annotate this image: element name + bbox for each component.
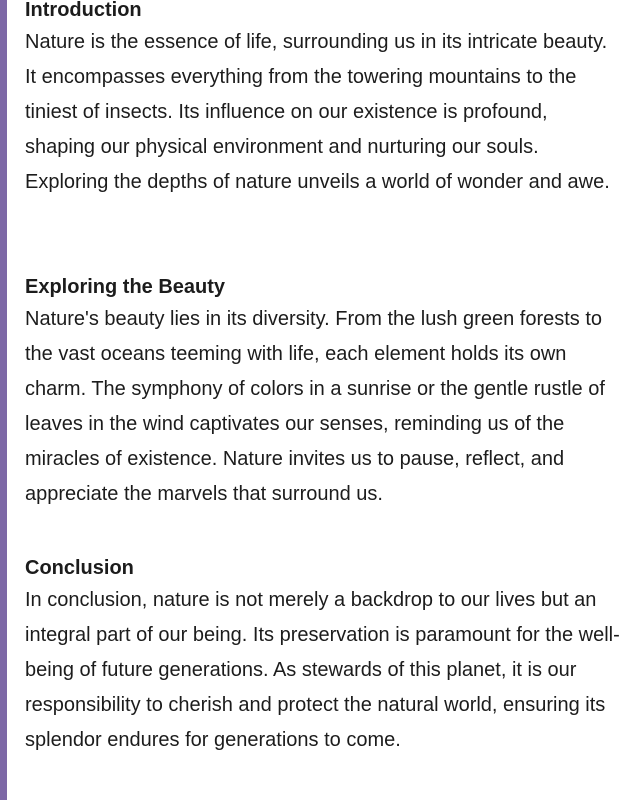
section-heading: Conclusion <box>25 557 134 579</box>
section-introduction <box>25 0 623 270</box>
section-paragraph: In conclusion, nature is not merely a backdrop to our lives but an integral part of our being. Its preservation is paramount for the well-being of future generations. As stewards of this planet, it is our responsibility to cherish and protect the natural world, ensuring its splendor endures for generations to come. <box>25 589 620 751</box>
section-exploring-the-beauty <box>25 272 623 552</box>
section-heading: Introduction <box>25 0 142 21</box>
section-paragraph: Nature is the essence of life, surrounding us in its intricate beauty. It encompasses everything from the towering mountains to the tiniest of insects. Its influence on our existence is profound, shaping our physical environment and nurturing our souls. Exploring the depths of nature unveils a world of wonder and awe. <box>25 31 610 193</box>
section-paragraph: Nature's beauty lies in its diversity. From the lush green forests to the vast oceans teeming with life, each element holds its own charm. The symphony of colors in a sunrise or the gentle rustle of leaves in the wind captivates our senses, reminding us of the miracles of existence. Nature invites us to pause, reflect, and appreciate the marvels that surround us. <box>25 308 605 505</box>
section-conclusion <box>25 553 623 793</box>
left-accent-bar <box>0 0 7 800</box>
section-heading: Exploring the Beauty <box>25 276 226 298</box>
document-content <box>25 0 623 793</box>
